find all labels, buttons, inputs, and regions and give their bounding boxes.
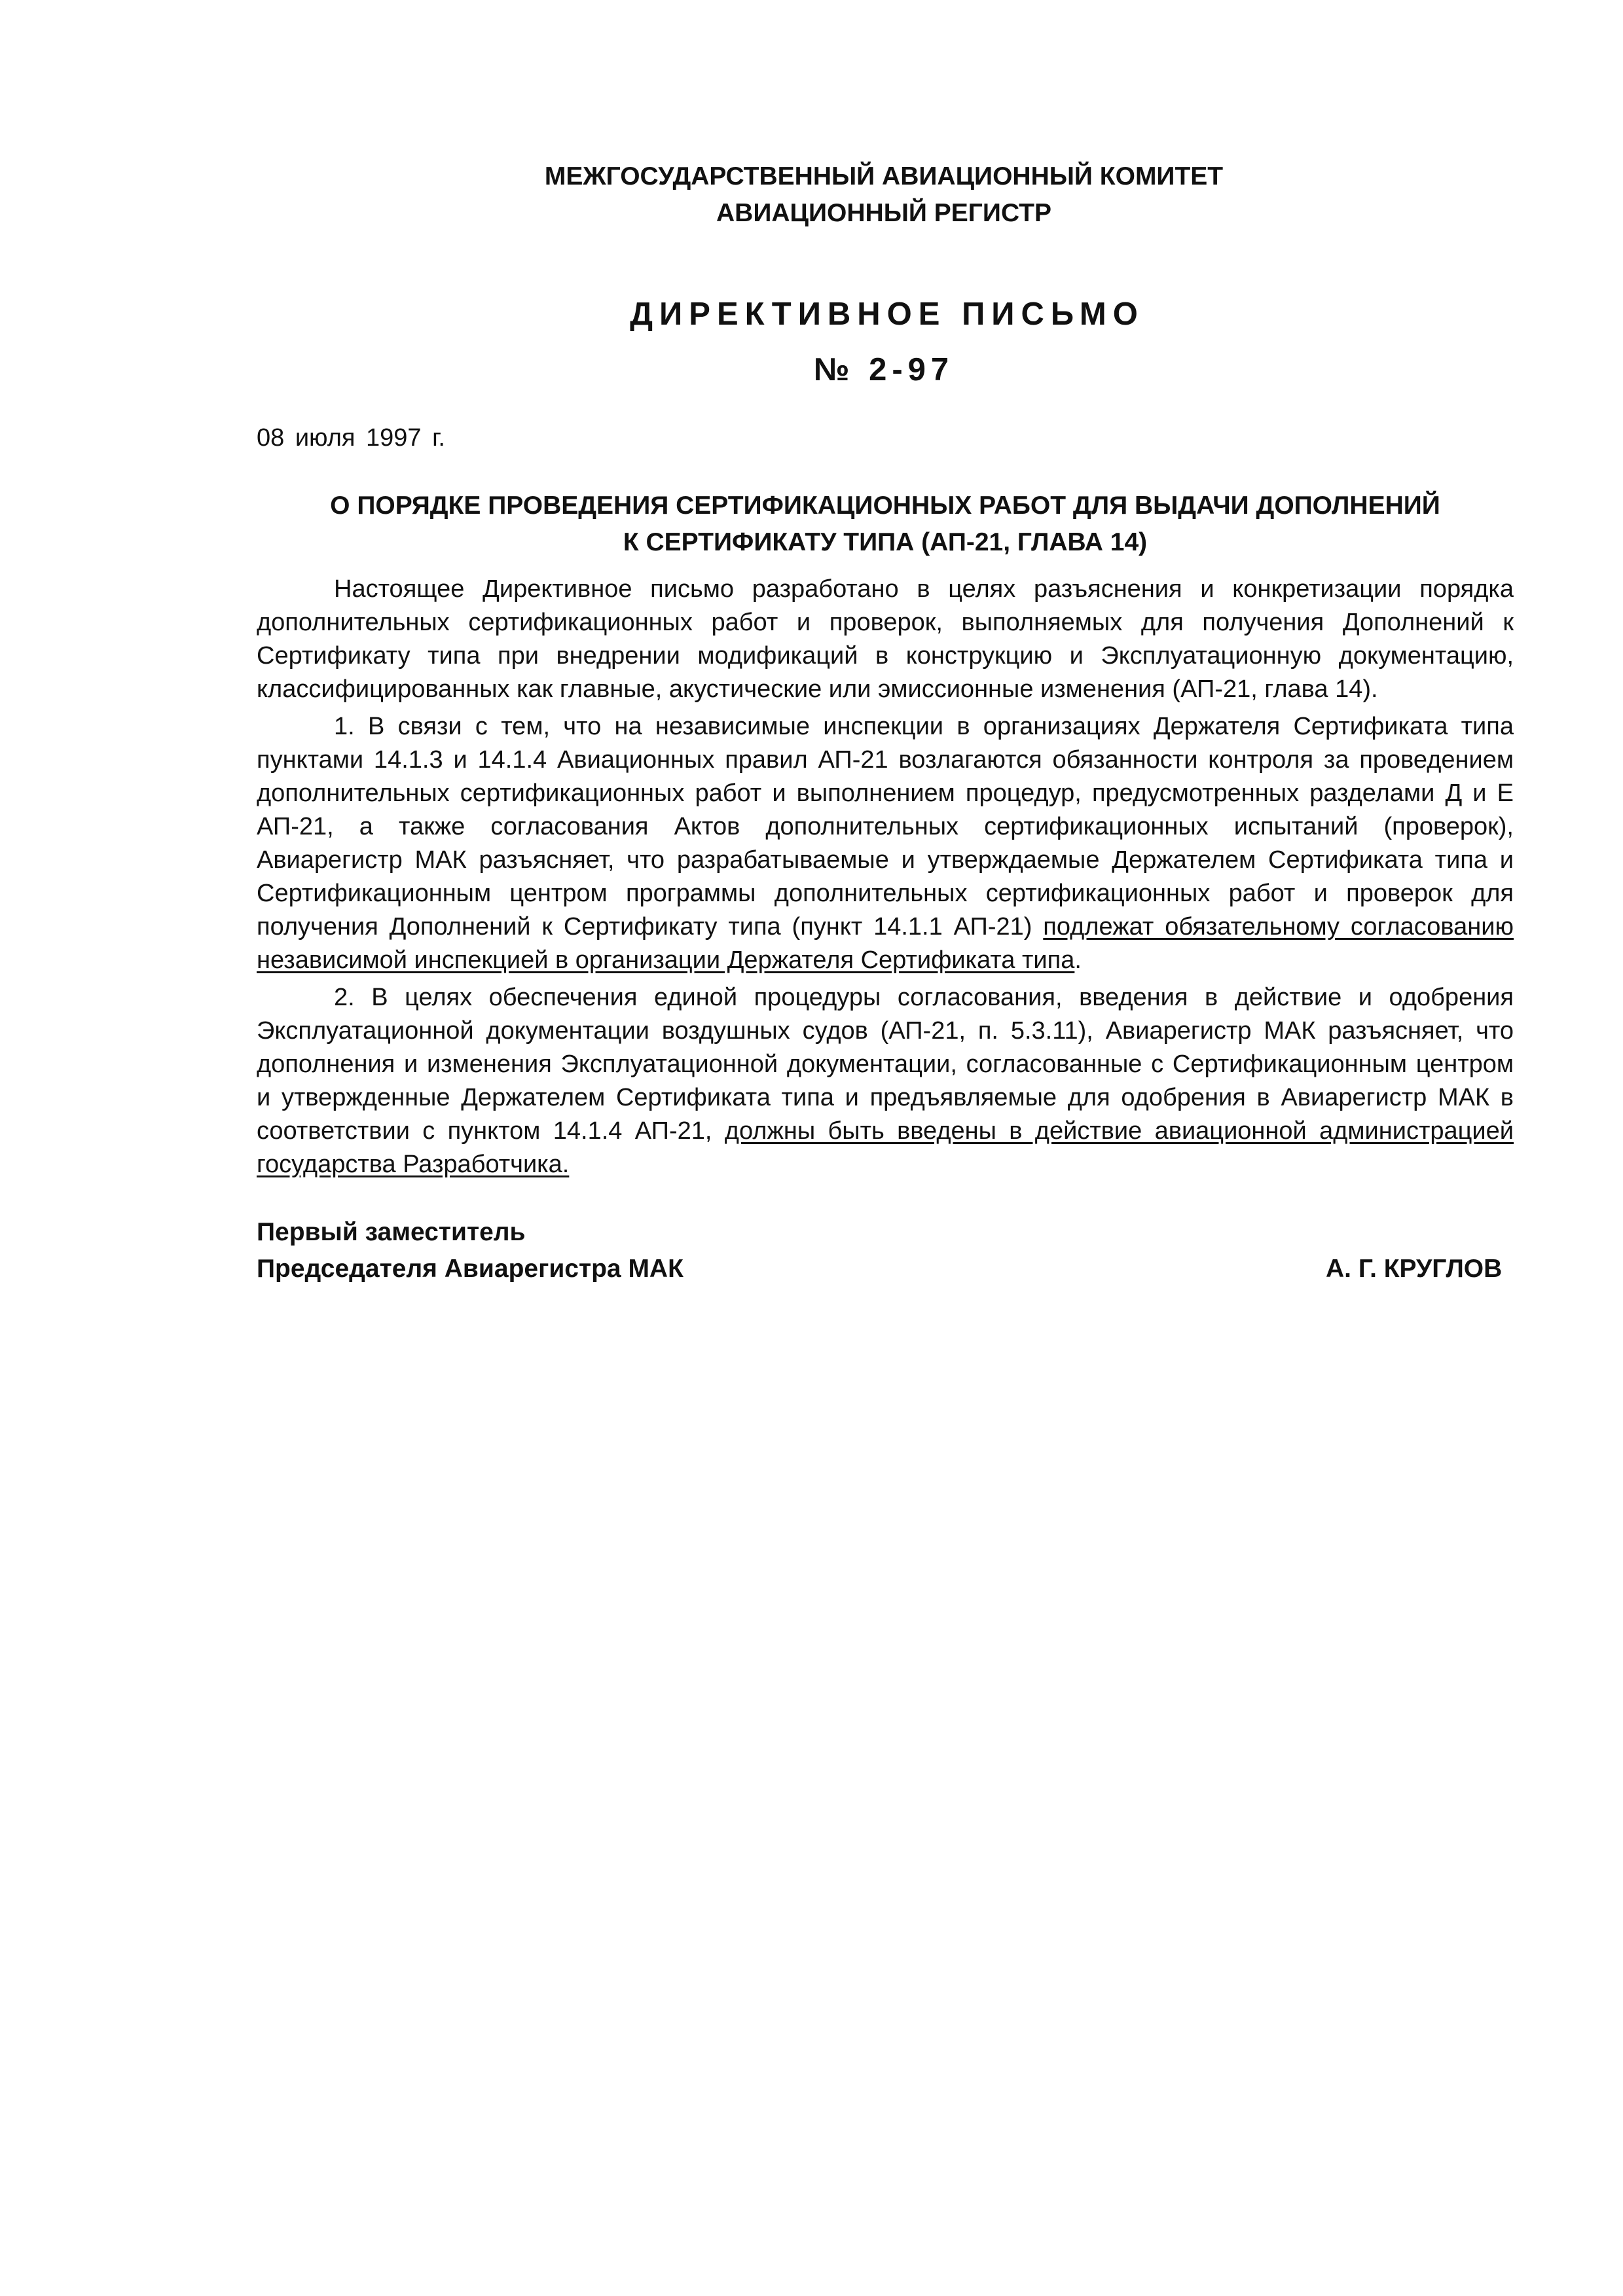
- document-body: [257, 573, 1514, 1185]
- signatory-position-line-1: Первый заместитель: [257, 1218, 526, 1246]
- intro-paragraph: Настоящее Директивное письмо разработано в целях разъяснения и конкретизации порядка дополнительных сертификационных работ и проверок, выполняемых для получения Дополнений к Сертификату типа при внедрении модификаций в конструкцию и Эксплуатационную документацию, классифицированных как главные, акустические или эмиссионные изменения (АП-21, глава 14).: [257, 575, 1514, 703]
- item-2-paragraph: [257, 981, 1514, 1181]
- subject-line-1: О ПОРЯДКЕ ПРОВЕДЕНИЯ СЕРТИФИКАЦИОННЫХ РАБОТ ДЛЯ ВЫДАЧИ ДОПОЛНЕНИЙ: [330, 492, 1440, 520]
- signatory-name: А. Г. КРУГЛОВ: [1326, 1255, 1503, 1283]
- subject-line-2: К СЕРТИФИКАТУ ТИПА (АП-21, ГЛАВА 14): [623, 528, 1148, 556]
- item-1-end: .: [1074, 946, 1082, 974]
- document-number: № 2-97: [813, 352, 955, 387]
- item-1-text: 1. В связи с тем, что на независимые инспекции в организациях Держателя Сертификата типа пунктами 14.1.3 и 14.1.4 Авиационных правил АП-21 возлагаются обязанности контроля за проведением дополнительных сертификационных работ и выполнением процедур, предусмотренных разделами Д и Е АП-21, а также согласования Актов дополнительных сертификационных испытаний (проверок), Авиарегистр МАК разъясняет, что разрабатываемые и утверждаемые Держателем Сертификата типа и Сертификационным центром программы дополнительных сертификационных работ и проверок для получения Дополнений к Сертификату типа (пункт 14.1.1 АП-21): [257, 713, 1514, 941]
- document-type: ДИРЕКТИВНОЕ ПИСЬМО: [630, 296, 1144, 332]
- document-date: 08 июля 1997 г.: [257, 424, 445, 452]
- item-2-underlined-text: должны быть введены в действие авиационной администрацией государства Разработчика.: [257, 1117, 1514, 1178]
- organization-subdivision: АВИАЦИОННЫЙ РЕГИСТР: [716, 199, 1051, 227]
- item-2-text: 2. В целях обеспечения единой процедуры согласования, введения в действие и одобрения Эксплуатационной документации воздушных судов (АП-21, п. 5.3.11), Авиарегистр МАК разъясняет, что дополнения и изменения Эксплуатационной документации, согласованные с Сертификационным центром и утвержденные Держателем Сертификата типа и предъявляемые для одобрения в Авиарегистр МАК в соответствии с пунктом 14.1.4 АП-21,: [257, 984, 1514, 1145]
- item-1-paragraph: [257, 710, 1514, 977]
- document-subject: [257, 488, 1514, 561]
- signatory-position-line-2: Председателя Авиарегистра МАК: [257, 1255, 684, 1283]
- organization-name: МЕЖГОСУДАРСТВЕННЫЙ АВИАЦИОННЫЙ КОМИТЕТ: [544, 162, 1224, 190]
- signatory-position: [257, 1214, 684, 1287]
- item-1-underlined-text: подлежат обязательному согласованию независимой инспекцией в организации Держателя Сертификата типа: [257, 913, 1514, 974]
